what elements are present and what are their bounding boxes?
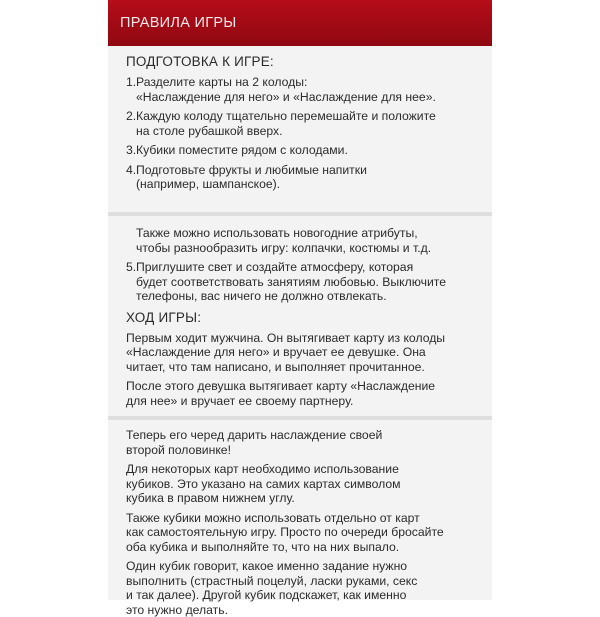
- game-paragraph-1: Первым ходит мужчина. Он вытягивает карту из колоды «Наслаждение для него» и вручает ее девушке. Она читает, что там написано, и выполняет прочитанное.: [126, 330, 446, 374]
- preparation-title: ПОДГОТОВКА К ИГРЕ:: [126, 54, 274, 69]
- rules-title: ПРАВИЛА ИГРЫ: [120, 15, 237, 31]
- more-paragraph-3: Также кубики можно использовать отдельно от карт как самостоятельную игру. Просто по очереди бросайте оба кубика и выполняйте то, что на них выпало.: [126, 510, 444, 554]
- prep-item-2: 2. Каждую колоду тщательно перемешайте и положите на столе рубашкой вверх.: [126, 109, 436, 138]
- rules-card: [108, 0, 492, 617]
- more-paragraph-1: Теперь его черед дарить наслаждение своей второй половинке!: [126, 428, 383, 457]
- prep-item-3: 3. Кубики поместите рядом с колодами.: [126, 143, 348, 157]
- rules-header: [108, 0, 492, 46]
- more-paragraph-2: Для некоторых карт необходимо использование кубиков. Это указано на самих картах символом кубика в правом нижнем углу.: [126, 462, 401, 505]
- more-section: [108, 420, 492, 617]
- game-title: ХОД ИГРЫ:: [126, 309, 202, 325]
- prep-item-5: 5. Приглушите свет и создайте атмосферу, которая будет соответствовать занятиям любовью. Выключите телефоны, вас ничего не должно отвлекать.: [126, 260, 446, 303]
- game-paragraph-2: После этого девушка вытягивает карту «Наслаждение для нее» и вручает ее своему партнеру.: [126, 379, 436, 408]
- more-paragraph-4: Один кубик говорит, какое именно задание нужно выполнить (страстный поцелуй, ласки руками, секс и так далее). Другой кубик подскажет, как именно это нужно делать.: [126, 559, 418, 617]
- game-section: [108, 216, 492, 416]
- extra-note: Также можно использовать новогодние атрибуты, чтобы разнообразить игру: колпачки, костюмы и т.д.: [136, 226, 432, 255]
- prep-item-4: 4. Подготовьте фрукты и любимые напитки (например, шампанское).: [126, 162, 367, 191]
- prep-item-1: 1. Разделите карты на 2 колоды: «Наслаждение для него» и «Наслаждение для нее».: [126, 75, 436, 104]
- preparation-section: [108, 46, 492, 212]
